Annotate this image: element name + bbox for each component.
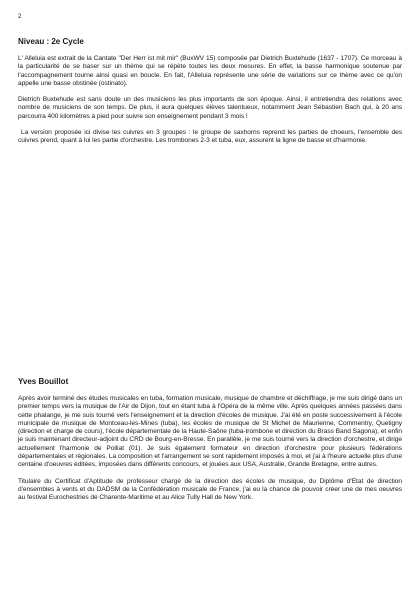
author-section [18,377,402,511]
composer-paragraph: Dietrich Buxtehude est sans doute un des musiciens les plus importants de son époque. Ainsi, il entretiendra des relations avec nombre de musiciens de son temps. De plus, il aura quelques élèves talentueux, notamment Jean Sébastien Bach qui, à 20 ans parcourra 400 kilomètres à pied pour suivre son enseignement pendant 3 mois ! [18,96,402,120]
biography-paragraph: Après avoir terminé des études musicales en tuba, formation musicale, musique de chambre et déchiffrage, je me suis dirigé dans un premier temps vers la musique de l'Air de Dijon, tout en étant tuba à l'Opéra de la même ville. Après quelques années passées dans cette phalange, je me suis tourné vers l'enseignement et la direction d'écoles de musique. J'ai été en poste successivement à l'école municipale de musique de Montceau-les-Mines (tuba), les écoles de musique de St Michel de Maurienne, Commentry, Quetigny (direction et charge de cours), l'école départementale de la Haute-Saône (tuba-trombone et direction du Brass Band Sagona), et enfin je suis maintenant directeur-adjoint du CRD de Bourg-en-Bresse. En parallèle, je me suis tourné vers la direction d'orchestre, et dirige actuellement l'harmonie de Polliat (01). Je suis également formateur en direction d'orchestre pour plusieurs fédérations départementales et régionales. La composition et l'arrangement se sont rapidement imposés à moi, et j'ai à l'heure actuelle plus d'une centaine d'oeuvres éditées, imposées dans différents concours, et jouées aux USA, Australie, Grande Bretagne, entre autres. [18,395,402,469]
level-section [18,37,402,154]
author-heading: Yves Bouillot [18,377,69,386]
description-paragraph: L' Alleluia est extrait de la Cantate "Der Herr ist mit mir" (BuxWV 15) composée par Dietrich Buxtehude (1637 - 1707). Ce morceau à la particularité de se baser sur un thème qui se répète toutes les deux mesures. En effet, la basse harmonique soutenue par l'accompagnement tourne ainsi quasi en boucle. En fait, l'Alleluia représente une série de variations sur ce thème avec ce qu'on appelle une basse obstinée (ostinato). [18,55,402,87]
level-heading: Niveau : 2e Cycle [18,37,84,46]
page-number: 2 [18,14,22,20]
credentials-paragraph: Titulaire du Certificat d'Aptitude de professeur chargé de la direction des écoles de musique, du Diplôme d'Etat de direction d'ensembles à vents et du DADSM de la Confédération musicale de France, j'ai eu la chance de pouvoir créer une de mes oeuvres au festival Eurochestries de Charente-Maritime et au Alice Tully Hall de New York. [18,477,402,502]
arrangement-paragraph: La version proposée ici divise les cuivres en 3 groupes : le groupe de saxhorns reprend les parties de choeurs, l'ensemble des cuivres prend, quant à lui les partie d'orchestre. Les trombones 2-3 et tuba, eux, assurent la ligne de basse et d'harmonie. [18,129,402,145]
